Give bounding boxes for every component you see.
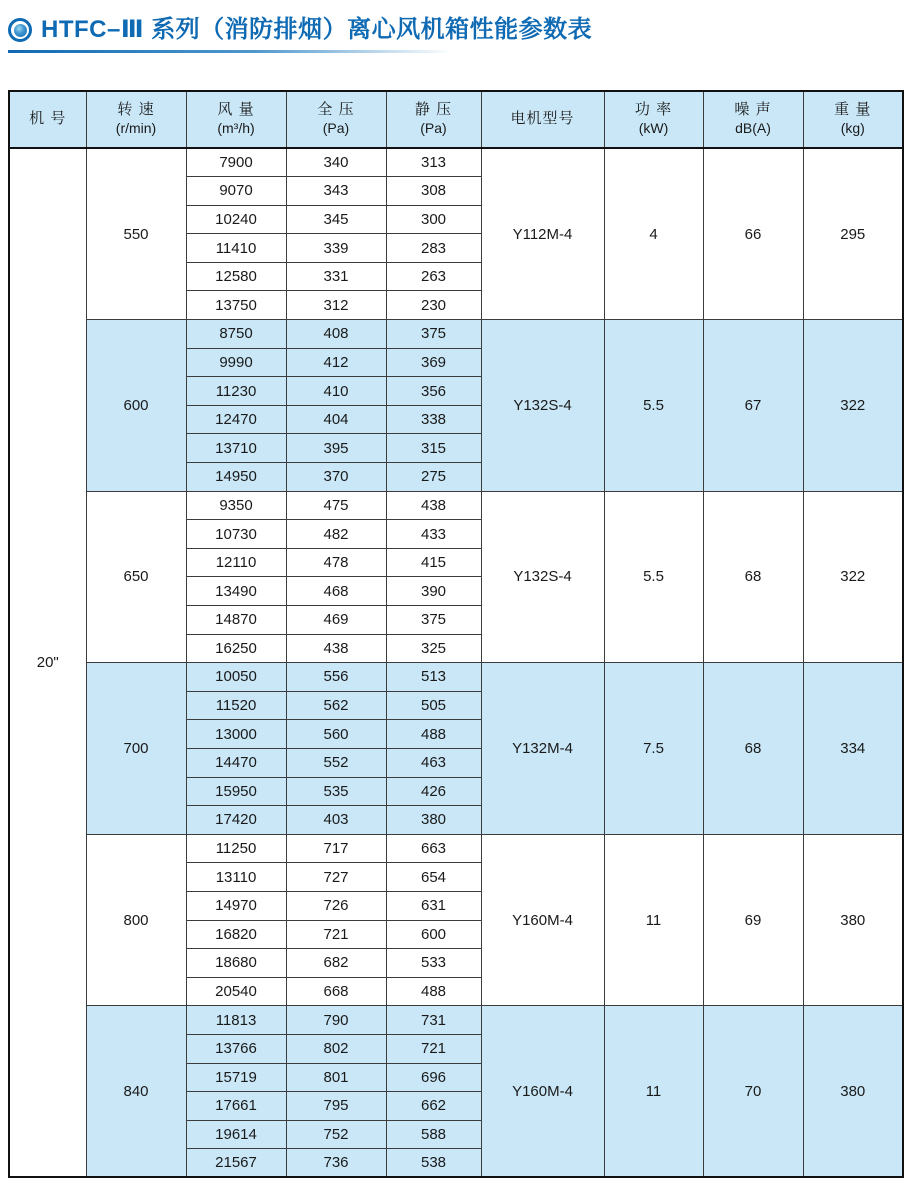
cell-noise: 67 — [703, 320, 803, 492]
cell-airflow: 14950 — [186, 463, 286, 492]
cell-static-pressure: 263 — [386, 262, 481, 291]
cell-total-pressure: 438 — [286, 634, 386, 663]
header-unit: dB(A) — [735, 120, 771, 137]
cell-total-pressure: 736 — [286, 1149, 386, 1178]
header-cell-4 — [386, 91, 481, 148]
cell-airflow: 11813 — [186, 1006, 286, 1035]
cell-motor-model: Y160M-4 — [481, 1006, 604, 1178]
header-label: 静 压 — [414, 101, 453, 119]
cell-airflow: 14470 — [186, 748, 286, 777]
cell-speed: 700 — [86, 663, 186, 835]
cell-airflow: 10050 — [186, 663, 286, 692]
cell-static-pressure: 721 — [386, 1034, 481, 1063]
cell-airflow: 12580 — [186, 262, 286, 291]
header-cell-5 — [481, 91, 604, 148]
cell-airflow: 17661 — [186, 1092, 286, 1121]
cell-total-pressure: 331 — [286, 262, 386, 291]
cell-static-pressure: 663 — [386, 834, 481, 863]
header-unit: (r/min) — [115, 120, 157, 137]
header-label: 功 率 — [634, 101, 673, 119]
table-body — [9, 148, 903, 1177]
cell-motor-model: Y112M-4 — [481, 148, 604, 320]
cell-total-pressure: 345 — [286, 205, 386, 234]
cell-total-pressure: 801 — [286, 1063, 386, 1092]
cell-total-pressure: 752 — [286, 1120, 386, 1149]
cell-power: 5.5 — [604, 320, 703, 492]
cell-static-pressure: 600 — [386, 920, 481, 949]
cell-static-pressure: 513 — [386, 663, 481, 692]
header-label: 全 压 — [317, 101, 355, 119]
cell-static-pressure: 390 — [386, 577, 481, 606]
cell-power: 11 — [604, 834, 703, 1006]
cell-static-pressure: 731 — [386, 1006, 481, 1035]
cell-airflow: 12470 — [186, 405, 286, 434]
cell-total-pressure: 721 — [286, 920, 386, 949]
header-unit: (Pa) — [420, 120, 447, 137]
cell-airflow: 12110 — [186, 548, 286, 577]
cell-static-pressure: 438 — [386, 491, 481, 520]
cell-total-pressure: 403 — [286, 806, 386, 835]
cell-static-pressure: 662 — [386, 1092, 481, 1121]
cell-airflow: 9990 — [186, 348, 286, 377]
cell-total-pressure: 802 — [286, 1034, 386, 1063]
header-cell-1 — [86, 91, 186, 148]
cell-total-pressure: 668 — [286, 977, 386, 1006]
cell-static-pressure: 313 — [386, 148, 481, 177]
cell-static-pressure: 380 — [386, 806, 481, 835]
header-unit: (kW) — [638, 120, 669, 137]
cell-airflow: 17420 — [186, 806, 286, 835]
cell-noise: 68 — [703, 491, 803, 663]
cell-airflow: 7900 — [186, 148, 286, 177]
cell-static-pressure: 588 — [386, 1120, 481, 1149]
cell-weight: 380 — [803, 1006, 903, 1178]
cell-total-pressure: 560 — [286, 720, 386, 749]
cell-static-pressure: 654 — [386, 863, 481, 892]
cell-airflow: 13110 — [186, 863, 286, 892]
cell-airflow: 11410 — [186, 234, 286, 263]
table-row — [9, 663, 903, 692]
header-cell-0 — [9, 91, 86, 148]
table-row — [9, 1006, 903, 1035]
cell-airflow: 14970 — [186, 891, 286, 920]
cell-motor-model: Y160M-4 — [481, 834, 604, 1006]
cell-static-pressure: 230 — [386, 291, 481, 320]
header-cell-8 — [803, 91, 903, 148]
header-label: 重 量 — [834, 101, 872, 119]
cell-total-pressure: 726 — [286, 891, 386, 920]
cell-total-pressure: 469 — [286, 606, 386, 635]
cell-total-pressure: 717 — [286, 834, 386, 863]
cell-noise: 68 — [703, 663, 803, 835]
header-unit: (kg) — [840, 120, 865, 137]
cell-airflow: 11230 — [186, 377, 286, 406]
cell-airflow: 16250 — [186, 634, 286, 663]
table-row — [9, 491, 903, 520]
cell-airflow: 10240 — [186, 205, 286, 234]
cell-total-pressure: 552 — [286, 748, 386, 777]
cell-airflow: 13000 — [186, 720, 286, 749]
cell-airflow: 19614 — [186, 1120, 286, 1149]
cell-total-pressure: 370 — [286, 463, 386, 492]
cell-total-pressure: 727 — [286, 863, 386, 892]
cell-static-pressure: 538 — [386, 1149, 481, 1178]
cell-static-pressure: 631 — [386, 891, 481, 920]
cell-total-pressure: 475 — [286, 491, 386, 520]
cell-static-pressure: 488 — [386, 977, 481, 1006]
header-unit: (Pa) — [322, 120, 350, 137]
cell-airflow: 8750 — [186, 320, 286, 349]
cell-airflow: 15719 — [186, 1063, 286, 1092]
cell-weight: 334 — [803, 663, 903, 835]
cell-total-pressure: 340 — [286, 148, 386, 177]
cell-static-pressure: 696 — [386, 1063, 481, 1092]
cell-power: 5.5 — [604, 491, 703, 663]
cell-static-pressure: 505 — [386, 691, 481, 720]
cell-speed: 650 — [86, 491, 186, 663]
cell-total-pressure: 562 — [286, 691, 386, 720]
cell-total-pressure: 790 — [286, 1006, 386, 1035]
cell-static-pressure: 338 — [386, 405, 481, 434]
cell-airflow: 11520 — [186, 691, 286, 720]
cell-speed: 550 — [86, 148, 186, 320]
cell-power: 7.5 — [604, 663, 703, 835]
header-label: 噪 声 — [734, 101, 772, 119]
double-circle-bullet-icon — [8, 18, 32, 42]
cell-total-pressure: 535 — [286, 777, 386, 806]
cell-airflow: 18680 — [186, 949, 286, 978]
cell-total-pressure: 339 — [286, 234, 386, 263]
cell-airflow: 20540 — [186, 977, 286, 1006]
cell-airflow: 21567 — [186, 1149, 286, 1178]
header-row — [9, 91, 903, 148]
cell-airflow: 16820 — [186, 920, 286, 949]
cell-airflow: 9070 — [186, 177, 286, 206]
cell-weight: 380 — [803, 834, 903, 1006]
cell-total-pressure: 408 — [286, 320, 386, 349]
cell-motor-model: Y132S-4 — [481, 320, 604, 492]
cell-static-pressure: 463 — [386, 748, 481, 777]
cell-total-pressure: 410 — [286, 377, 386, 406]
header-label: 电机型号 — [510, 110, 575, 128]
cell-airflow: 13490 — [186, 577, 286, 606]
title-block — [8, 16, 902, 53]
cell-power: 4 — [604, 148, 703, 320]
cell-motor-model: Y132M-4 — [481, 663, 604, 835]
cell-airflow: 11250 — [186, 834, 286, 863]
cell-static-pressure: 533 — [386, 949, 481, 978]
page-title: HTFC–Ⅲ 系列（消防排烟）离心风机箱性能参数表 — [41, 16, 593, 43]
cell-static-pressure: 325 — [386, 634, 481, 663]
cell-static-pressure: 375 — [386, 606, 481, 635]
table-row — [9, 320, 903, 349]
cell-static-pressure: 433 — [386, 520, 481, 549]
cell-noise: 66 — [703, 148, 803, 320]
cell-machine-no: 20" — [9, 148, 86, 1177]
table-header — [9, 91, 903, 148]
header-cell-7 — [703, 91, 803, 148]
table-row — [9, 148, 903, 177]
cell-total-pressure: 312 — [286, 291, 386, 320]
header-label: 机 号 — [29, 110, 67, 128]
header-label: 风 量 — [217, 101, 255, 119]
bullet-core — [14, 24, 27, 37]
cell-total-pressure: 412 — [286, 348, 386, 377]
spec-table — [8, 90, 904, 1178]
cell-static-pressure: 375 — [386, 320, 481, 349]
cell-speed: 800 — [86, 834, 186, 1006]
cell-speed: 600 — [86, 320, 186, 492]
cell-airflow: 15950 — [186, 777, 286, 806]
cell-airflow: 10730 — [186, 520, 286, 549]
header-cell-6 — [604, 91, 703, 148]
cell-static-pressure: 275 — [386, 463, 481, 492]
cell-power: 11 — [604, 1006, 703, 1178]
cell-airflow: 9350 — [186, 491, 286, 520]
cell-airflow: 13766 — [186, 1034, 286, 1063]
cell-noise: 70 — [703, 1006, 803, 1178]
header-label: 转 速 — [117, 101, 155, 119]
cell-weight: 295 — [803, 148, 903, 320]
cell-static-pressure: 415 — [386, 548, 481, 577]
cell-total-pressure: 482 — [286, 520, 386, 549]
cell-static-pressure: 426 — [386, 777, 481, 806]
cell-speed: 840 — [86, 1006, 186, 1178]
cell-static-pressure: 356 — [386, 377, 481, 406]
cell-static-pressure: 300 — [386, 205, 481, 234]
cell-airflow: 13750 — [186, 291, 286, 320]
cell-static-pressure: 308 — [386, 177, 481, 206]
cell-total-pressure: 795 — [286, 1092, 386, 1121]
cell-static-pressure: 315 — [386, 434, 481, 463]
cell-airflow: 14870 — [186, 606, 286, 635]
cell-motor-model: Y132S-4 — [481, 491, 604, 663]
cell-static-pressure: 369 — [386, 348, 481, 377]
header-cell-3 — [286, 91, 386, 148]
cell-noise: 69 — [703, 834, 803, 1006]
cell-static-pressure: 283 — [386, 234, 481, 263]
title-underline-rule — [8, 50, 453, 53]
cell-total-pressure: 343 — [286, 177, 386, 206]
header-unit: (m³/h) — [217, 120, 255, 137]
cell-total-pressure: 478 — [286, 548, 386, 577]
cell-airflow: 13710 — [186, 434, 286, 463]
cell-total-pressure: 468 — [286, 577, 386, 606]
cell-total-pressure: 404 — [286, 405, 386, 434]
cell-static-pressure: 488 — [386, 720, 481, 749]
cell-total-pressure: 682 — [286, 949, 386, 978]
cell-total-pressure: 395 — [286, 434, 386, 463]
cell-weight: 322 — [803, 320, 903, 492]
header-cell-2 — [186, 91, 286, 148]
cell-total-pressure: 556 — [286, 663, 386, 692]
table-row — [9, 834, 903, 863]
cell-weight: 322 — [803, 491, 903, 663]
